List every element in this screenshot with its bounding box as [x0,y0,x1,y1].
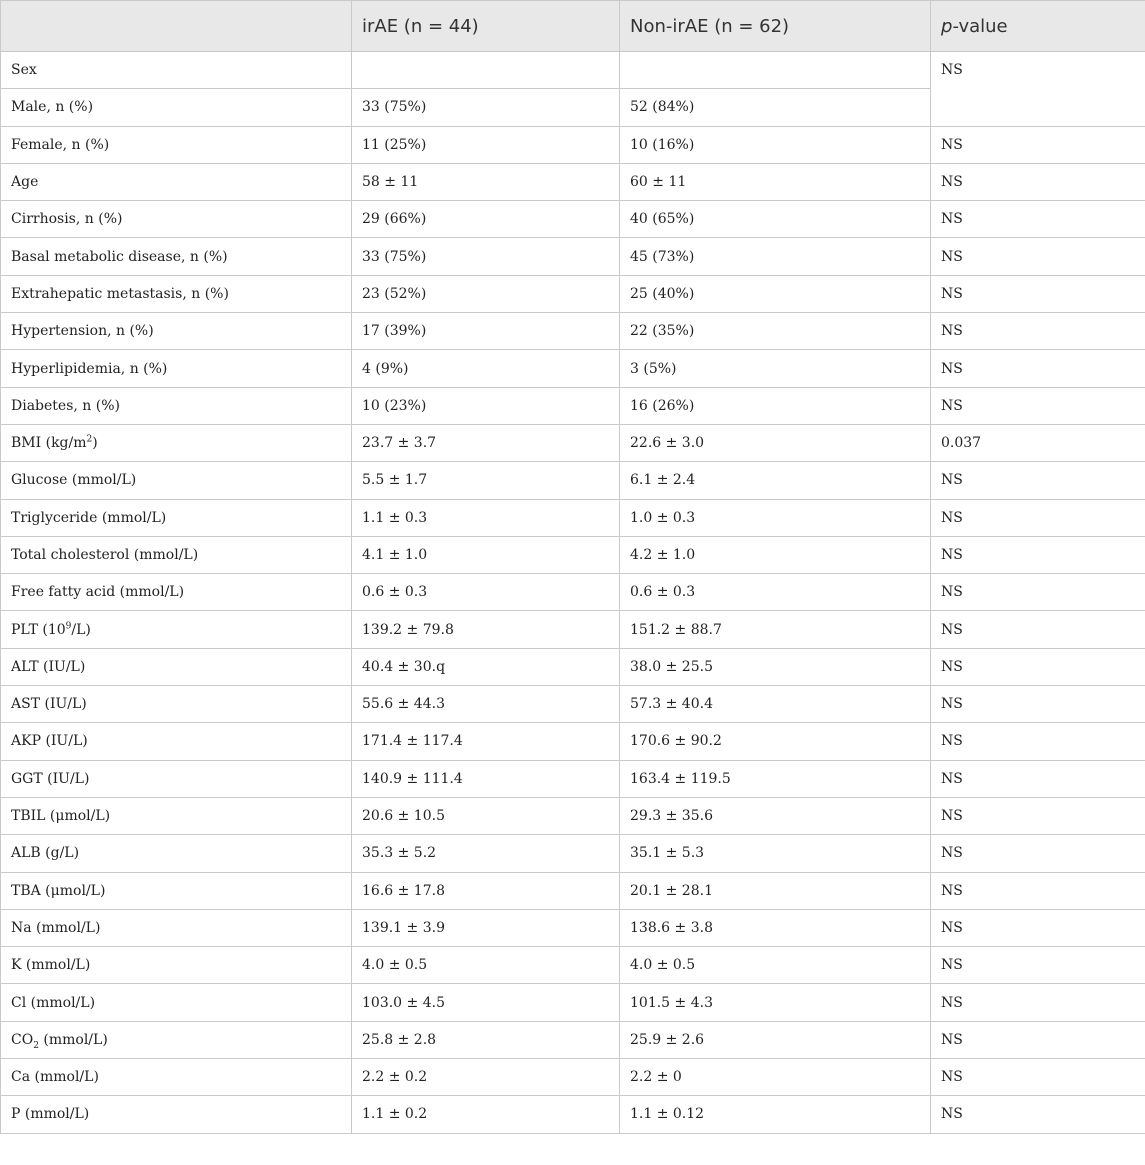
p-value: NS [931,984,1145,1021]
p-value: NS [931,611,1145,648]
irae-value: 4 (9%) [352,350,620,387]
table-row [1,350,1145,387]
irae-value: 58 ± 11 [352,163,620,200]
label-text: ) [92,435,98,452]
table-row [1,1096,1145,1133]
non-irae-value: 52 (84%) [620,89,931,126]
header-irae: irAE (n = 44) [352,1,620,52]
row-label: Na (mmol/L) [1,909,352,946]
table-body [1,52,1145,1134]
table-row [1,201,1145,238]
irae-value: 29 (66%) [352,201,620,238]
row-label: Glucose (mmol/L) [1,462,352,499]
row-label: Male, n (%) [1,89,352,126]
p-value: NS [931,723,1145,760]
non-irae-value: 35.1 ± 5.3 [620,835,931,872]
header-variable [1,1,352,52]
p-value: NS [931,536,1145,573]
row-label: Free fatty acid (mmol/L) [1,574,352,611]
label-text: (mmol/L) [38,1031,108,1048]
table-row [1,52,1145,89]
irae-value: 16.6 ± 17.8 [352,872,620,909]
label-text: CO [11,1031,34,1048]
p-value: NS [931,648,1145,685]
table-row [1,424,1145,461]
p-value: 0.037 [931,424,1145,461]
p-value: NS [931,238,1145,275]
label-text: PLT (10 [11,621,66,638]
row-label: ALB (g/L) [1,835,352,872]
table-row [1,238,1145,275]
table-row [1,648,1145,685]
row-label: Hyperlipidemia, n (%) [1,350,352,387]
p-value: NS [931,797,1145,834]
row-label: TBA (μmol/L) [1,872,352,909]
non-irae-value: 20.1 ± 28.1 [620,872,931,909]
label-superscript: 9 [65,620,72,631]
p-value: NS [931,947,1145,984]
row-label: AKP (IU/L) [1,723,352,760]
irae-value [352,52,620,89]
p-value: NS [931,1096,1145,1133]
row-label: Hypertension, n (%) [1,313,352,350]
table-row [1,163,1145,200]
p-value: NS [931,574,1145,611]
non-irae-value: 16 (26%) [620,387,931,424]
table-row [1,872,1145,909]
non-irae-value: 0.6 ± 0.3 [620,574,931,611]
row-label [1,611,352,648]
irae-value: 40.4 ± 30.q [352,648,620,685]
irae-value: 171.4 ± 117.4 [352,723,620,760]
table-row [1,275,1145,312]
p-value: NS [931,1059,1145,1096]
header-non-irae: Non-irAE (n = 62) [620,1,931,52]
irae-value: 35.3 ± 5.2 [352,835,620,872]
p-value: NS [931,835,1145,872]
row-label: Sex [1,52,352,89]
label-text: BMI (kg/m [11,435,87,452]
non-irae-value: 4.0 ± 0.5 [620,947,931,984]
row-label: K (mmol/L) [1,947,352,984]
table-row [1,1059,1145,1096]
table-row [1,686,1145,723]
table-row [1,387,1145,424]
header-p-rest: -value [952,15,1008,37]
row-label: Diabetes, n (%) [1,387,352,424]
irae-value: 55.6 ± 44.3 [352,686,620,723]
irae-value: 1.1 ± 0.3 [352,499,620,536]
p-value: NS [931,275,1145,312]
irae-value: 103.0 ± 4.5 [352,984,620,1021]
row-label: Total cholesterol (mmol/L) [1,536,352,573]
non-irae-value: 60 ± 11 [620,163,931,200]
p-value: NS [931,1021,1145,1058]
non-irae-value: 3 (5%) [620,350,931,387]
p-value: NS [931,163,1145,200]
p-value: NS [931,350,1145,387]
non-irae-value: 101.5 ± 4.3 [620,984,931,1021]
label-subscript: 2 [33,1040,39,1051]
irae-value: 140.9 ± 111.4 [352,760,620,797]
non-irae-value: 163.4 ± 119.5 [620,760,931,797]
non-irae-value: 6.1 ± 2.4 [620,462,931,499]
table-row [1,611,1145,648]
row-label: ALT (IU/L) [1,648,352,685]
p-value: NS [931,760,1145,797]
table-row [1,760,1145,797]
table-row [1,1021,1145,1058]
non-irae-value: 40 (65%) [620,201,931,238]
table-row [1,835,1145,872]
row-label [1,1021,352,1058]
row-label: Cl (mmol/L) [1,984,352,1021]
irae-value: 33 (75%) [352,89,620,126]
p-value: NS [931,872,1145,909]
row-label [1,424,352,461]
table-row [1,797,1145,834]
irae-value: 20.6 ± 10.5 [352,797,620,834]
irae-value: 139.1 ± 3.9 [352,909,620,946]
irae-value: 17 (39%) [352,313,620,350]
row-label: Extrahepatic metastasis, n (%) [1,275,352,312]
p-value: NS [931,462,1145,499]
row-label: Triglyceride (mmol/L) [1,499,352,536]
non-irae-value: 4.2 ± 1.0 [620,536,931,573]
non-irae-value: 1.1 ± 0.12 [620,1096,931,1133]
p-value: NS [931,686,1145,723]
table-row [1,499,1145,536]
irae-value: 4.1 ± 1.0 [352,536,620,573]
irae-value: 23.7 ± 3.7 [352,424,620,461]
non-irae-value: 25 (40%) [620,275,931,312]
row-label: P (mmol/L) [1,1096,352,1133]
irae-value: 11 (25%) [352,126,620,163]
p-value: NS [931,52,1145,127]
irae-value: 25.8 ± 2.8 [352,1021,620,1058]
irae-value: 2.2 ± 0.2 [352,1059,620,1096]
table-header [1,1,1145,52]
p-value: NS [931,499,1145,536]
irae-value: 10 (23%) [352,387,620,424]
header-p-italic: p [941,15,953,37]
row-label: Age [1,163,352,200]
table-row [1,313,1145,350]
irae-value: 139.2 ± 79.8 [352,611,620,648]
row-label: Female, n (%) [1,126,352,163]
non-irae-value: 45 (73%) [620,238,931,275]
p-value: NS [931,126,1145,163]
irae-value: 5.5 ± 1.7 [352,462,620,499]
irae-value: 4.0 ± 0.5 [352,947,620,984]
non-irae-value: 2.2 ± 0 [620,1059,931,1096]
non-irae-value: 57.3 ± 40.4 [620,686,931,723]
row-label: GGT (IU/L) [1,760,352,797]
non-irae-value: 151.2 ± 88.7 [620,611,931,648]
row-label: AST (IU/L) [1,686,352,723]
table-row [1,984,1145,1021]
table-row [1,947,1145,984]
row-label: Basal metabolic disease, n (%) [1,238,352,275]
non-irae-value [620,52,931,89]
table-row [1,723,1145,760]
header-p-value [931,1,1145,52]
row-label: Ca (mmol/L) [1,1059,352,1096]
table-row [1,536,1145,573]
non-irae-value: 25.9 ± 2.6 [620,1021,931,1058]
table-row [1,462,1145,499]
table-row [1,909,1145,946]
non-irae-value: 170.6 ± 90.2 [620,723,931,760]
p-value: NS [931,909,1145,946]
label-text: /L) [71,621,91,638]
irae-value: 33 (75%) [352,238,620,275]
header-row [1,1,1145,52]
p-value: NS [931,313,1145,350]
irae-value: 1.1 ± 0.2 [352,1096,620,1133]
non-irae-value: 22 (35%) [620,313,931,350]
label-superscript: 2 [86,434,93,445]
non-irae-value: 1.0 ± 0.3 [620,499,931,536]
p-value: NS [931,387,1145,424]
irae-value: 23 (52%) [352,275,620,312]
non-irae-value: 29.3 ± 35.6 [620,797,931,834]
non-irae-value: 138.6 ± 3.8 [620,909,931,946]
irae-value: 0.6 ± 0.3 [352,574,620,611]
row-label: TBIL (μmol/L) [1,797,352,834]
table-row [1,126,1145,163]
table-row [1,574,1145,611]
row-label: Cirrhosis, n (%) [1,201,352,238]
non-irae-value: 22.6 ± 3.0 [620,424,931,461]
non-irae-value: 10 (16%) [620,126,931,163]
p-value: NS [931,201,1145,238]
non-irae-value: 38.0 ± 25.5 [620,648,931,685]
